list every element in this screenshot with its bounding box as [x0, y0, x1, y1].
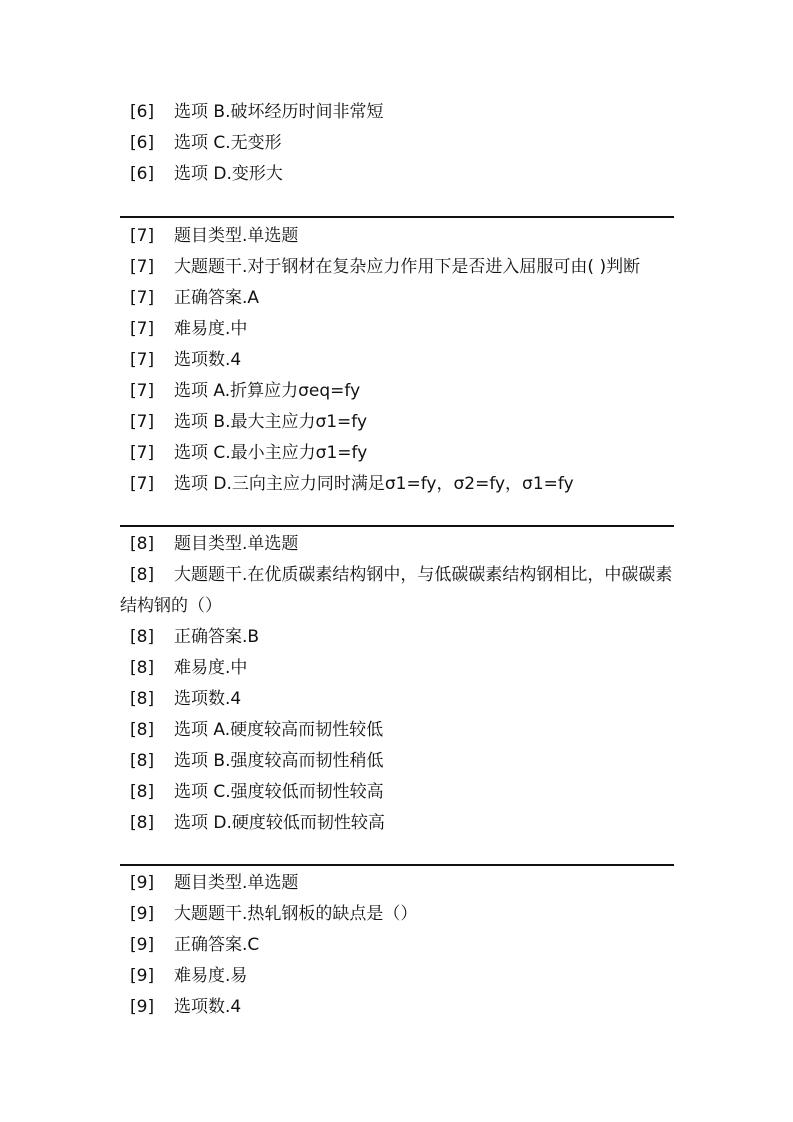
q7-stem-text: 大题题干.对于钢材在复杂应力作用下是否进入屈服可由( )判断	[174, 257, 641, 277]
q8-number: [8]	[130, 627, 155, 647]
separator-rule	[120, 864, 674, 866]
q6-number: [6]	[130, 133, 155, 153]
q8-number: [8]	[130, 751, 155, 771]
q8-type	[120, 529, 674, 560]
q9-option-count-text: 选项数.4	[174, 997, 242, 1017]
q9-number: [9]	[130, 966, 155, 986]
q9-answer-text: 正确答案.C	[174, 935, 260, 955]
q7-number: [7]	[130, 288, 155, 308]
q9-type	[120, 868, 674, 899]
q8-answer-text: 正确答案.B	[174, 627, 260, 647]
q8-answer	[120, 622, 674, 653]
q7-option-b-text: 选项 B.最大主应力σ1=fy	[174, 412, 368, 432]
q7-option-a	[120, 376, 674, 407]
q8-number: [8]	[130, 565, 155, 585]
question-9-block	[120, 868, 674, 1023]
q7-option-d-text: 选项 D.三向主应力同时满足σ1=fy，σ2=fy，σ1=fy	[174, 474, 574, 494]
q7-number: [7]	[130, 226, 155, 246]
q7-number: [7]	[130, 412, 155, 432]
q9-number: [9]	[130, 997, 155, 1017]
q8-stem	[120, 560, 674, 622]
q8-number: [8]	[130, 813, 155, 833]
q6-option-b-text: 选项 B.破坏经历时间非常短	[174, 102, 384, 122]
q8-option-b-text: 选项 B.强度较高而韧性稍低	[174, 751, 384, 771]
q8-option-count	[120, 684, 674, 715]
q7-difficulty	[120, 314, 674, 345]
q7-option-a-text: 选项 A.折算应力σeq=fy	[174, 381, 361, 401]
q8-option-d-text: 选项 D.硬度较低而韧性较高	[174, 813, 385, 833]
separator-rule	[120, 216, 674, 218]
q7-option-c	[120, 438, 674, 469]
q7-difficulty-text: 难易度.中	[174, 319, 248, 339]
q8-option-a	[120, 715, 674, 746]
q6-option-d-text: 选项 D.变形大	[174, 164, 283, 184]
q8-difficulty-text: 难易度.中	[174, 658, 248, 678]
q8-option-c	[120, 777, 674, 808]
q7-option-c-text: 选项 C.最小主应力σ1=fy	[174, 443, 368, 463]
q7-type	[120, 221, 674, 252]
q6-number: [6]	[130, 164, 155, 184]
q8-stem-text: 大题题干.在优质碳素结构钢中，与低碳碳素结构钢相比，中碳碳素结构钢的（）	[120, 565, 673, 616]
q7-number: [7]	[130, 381, 155, 401]
q7-number: [7]	[130, 319, 155, 339]
q8-option-b	[120, 746, 674, 777]
q9-option-count	[120, 992, 674, 1023]
q6-option-d	[120, 159, 674, 190]
q8-option-count-text: 选项数.4	[174, 689, 242, 709]
q7-number: [7]	[130, 350, 155, 370]
q7-option-b	[120, 407, 674, 438]
q8-number: [8]	[130, 782, 155, 802]
q6-option-c-text: 选项 C.无变形	[174, 133, 282, 153]
q9-number: [9]	[130, 935, 155, 955]
q7-answer-text: 正确答案.A	[174, 288, 260, 308]
q8-option-c-text: 选项 C.强度较低而韧性较高	[174, 782, 384, 802]
q9-type-text: 题目类型.单选题	[174, 873, 299, 893]
q6-number: [6]	[130, 102, 155, 122]
q7-answer	[120, 283, 674, 314]
q7-type-text: 题目类型.单选题	[174, 226, 299, 246]
q7-number: [7]	[130, 257, 155, 277]
q9-difficulty-text: 难易度.易	[174, 966, 248, 986]
q8-number: [8]	[130, 534, 155, 554]
question-7-block	[120, 221, 674, 500]
q8-number: [8]	[130, 720, 155, 740]
separator-rule	[120, 525, 674, 527]
q9-number: [9]	[130, 873, 155, 893]
q8-number: [8]	[130, 689, 155, 709]
q6-option-c	[120, 128, 674, 159]
q7-option-d	[120, 469, 674, 500]
question-8-block	[120, 529, 674, 839]
q9-stem	[120, 899, 674, 930]
q8-difficulty	[120, 653, 674, 684]
q8-option-a-text: 选项 A.硬度较高而韧性较低	[174, 720, 384, 740]
q7-number: [7]	[130, 474, 155, 494]
q9-stem-text: 大题题干.热轧钢板的缺点是（）	[174, 904, 418, 924]
q6-option-b	[120, 97, 674, 128]
q8-number: [8]	[130, 658, 155, 678]
q7-option-count-text: 选项数.4	[174, 350, 242, 370]
q9-difficulty	[120, 961, 674, 992]
q8-option-d	[120, 808, 674, 839]
q8-type-text: 题目类型.单选题	[174, 534, 299, 554]
q7-number: [7]	[130, 443, 155, 463]
q7-option-count	[120, 345, 674, 376]
q9-number: [9]	[130, 904, 155, 924]
question-6-block	[120, 97, 674, 190]
q9-answer	[120, 930, 674, 961]
q7-stem	[120, 252, 674, 283]
